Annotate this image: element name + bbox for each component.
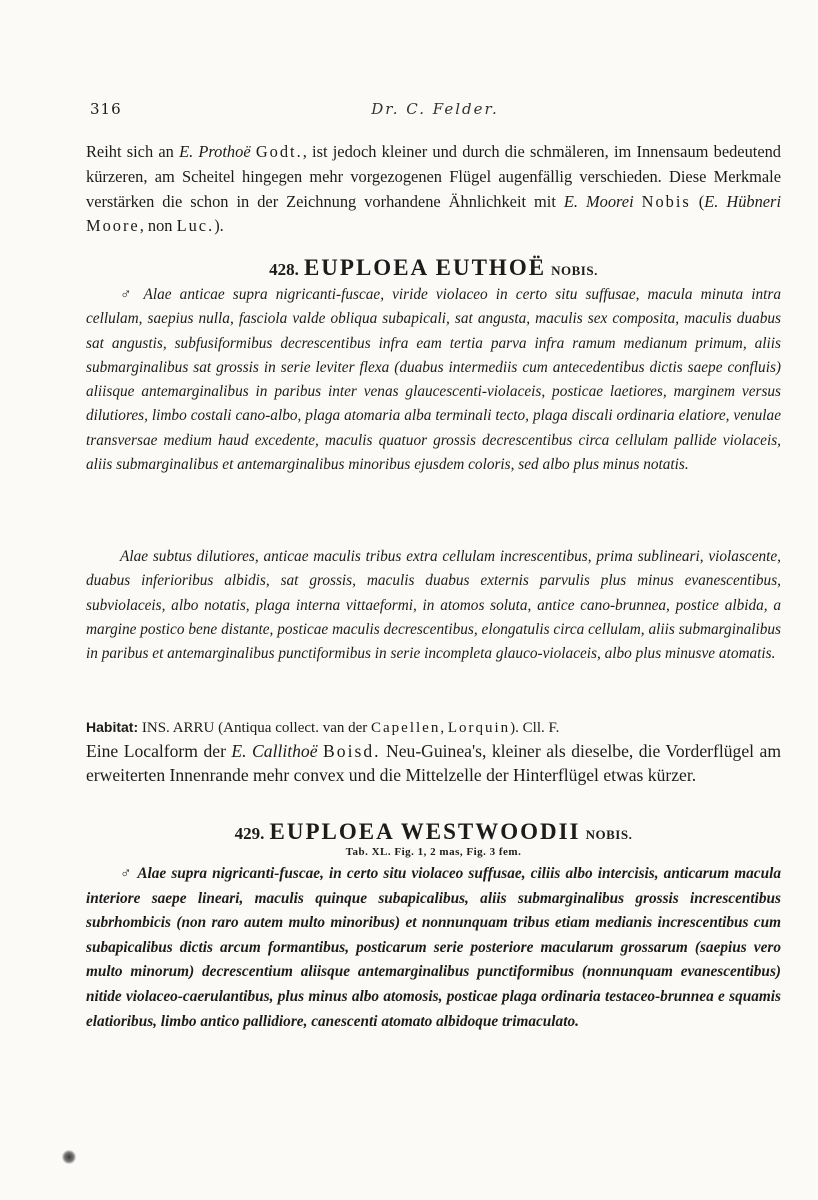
- intro-paragraph: Reiht sich an E. Prothoë Godt., ist jedoch kleiner und durch die schmäleren, im Innensaum bedeutend kürzeren, am Scheitel hingegen mehr vorgezogenen Flügel augenfällig verschieden. Diese Merkmale verstärken die schon in der Zeichnung vorhandene Ähnlichkeit mit E. Moorei Nobis (E. Hübneri Moore, non Luc.).: [86, 142, 781, 236]
- species-name: EUPLOEA EUTHOË: [303, 255, 547, 280]
- habitat-line: Habitat: INS. ARRU (Antiqua collect. van der Capellen, Lorquin). Cll. F.: [86, 719, 560, 736]
- species-number: 428.: [269, 260, 299, 279]
- page-number: 316: [90, 100, 122, 118]
- ink-smudge: [62, 1150, 76, 1164]
- latin-description-underside: Alae subtus dilutiores, anticae maculis tribus extra cellulam increscentibus, prima sublineari, violascente, duabus inferioribus albidis, sat grossis, maculis duabus externis parvulis plus minus evanescentibus, subviolaceis, albo notatis, plaga interna vittaeformi, in atomos soluta, antice cano-brunnea, postice albida, a margine postico bene distante, posticae maculis decrescentibus, elongatulis circa cellulam, aliis submarginalibus in paribus et antemarginalibus punctiformibus in serie incompleta glauco-violaceis, albo plus minusve atomatis.: [86, 548, 781, 663]
- running-title: Dr. C. Felder.: [371, 100, 499, 118]
- plate-reference: Tab. XL. Fig. 1, 2 mas, Fig. 3 fem.: [345, 846, 522, 858]
- species-name: EUPLOEA WESTWOODII: [269, 819, 581, 844]
- locality-note: Eine Localform der E. Callithoë Boisd. Neu-Guinea's, kleiner als dieselbe, die Vorderflügel am erweiterten Innenrande mehr convex und die Mittelzelle der Hinterflügel etwas kürzer.: [86, 741, 782, 785]
- male-symbol-icon: ♂: [120, 286, 136, 303]
- species-heading-429: [86, 819, 781, 845]
- latin-description-westwoodii: ♂ Alae supra nigricanti-fuscae, in certo situ violaceo suffusae, ciliis albo intercisis, anticarum macula interiore saepe lineari, maculis quinque subapicalibus, aliis submarginalibus grossis increscentibus subrhombicis (non raro autem multo minoribus) et nonnunquam tribus etiam medianis increscentibus cum subapicalibus dictis arcum formantibus, posticarum serie posteriore macularum grossarum (saepius vero multo minorum) decrescentium aliisque antemarginalibus punctiformibus (nonnunquam evanescentibus) nitide violaceo-caerulantibus, plus minus albo atomosis, posticae plaga ordinaria testaceo-brunnea e squamis elatioribus, limbo antico pallidiore, canescenti atomato albidoque trimaculato.: [86, 865, 781, 1030]
- habitat-label: Habitat:: [86, 719, 139, 735]
- species-number: 429.: [234, 824, 265, 843]
- latin-description-upperside: ♂ Alae anticae supra nigricanti-fuscae, viride violaceo in certo situ suffusae, macula minuta intra cellulam, saepius nulla, fasciola valde obliqua subapicali, sat angusta, maculis sex composita, maculis duabus sat angustis, subfusiformibus decrescentibus infra eam tertia parva infra ramum medianum primum, aliis submarginalibus sat grossis in serie leviter flexa (duabus intermediis cum antecedentibus dictis saepe confluis) aliisque antemarginalibus in paribus inter venas glaucescenti-violaceis, posticae laetiores, marginem versus dilutiores, limbo costali cano-albo, plaga atomaria alba terminali tecto, plaga discali ordinaria elatiore, venulae transversae medium haud excedente, maculis quatuor grossis decrescentibus circa cellulam pallide violaceis, aliis submarginalibus et antemarginalibus minoribus ejusdem coloris, sed albo plus minus notatis.: [86, 286, 781, 474]
- species-heading-428: [86, 255, 781, 281]
- male-symbol-icon: ♂: [120, 865, 133, 882]
- running-head: [90, 100, 780, 124]
- species-author: NOBIS.: [585, 827, 633, 842]
- species-author: NOBIS.: [551, 263, 598, 278]
